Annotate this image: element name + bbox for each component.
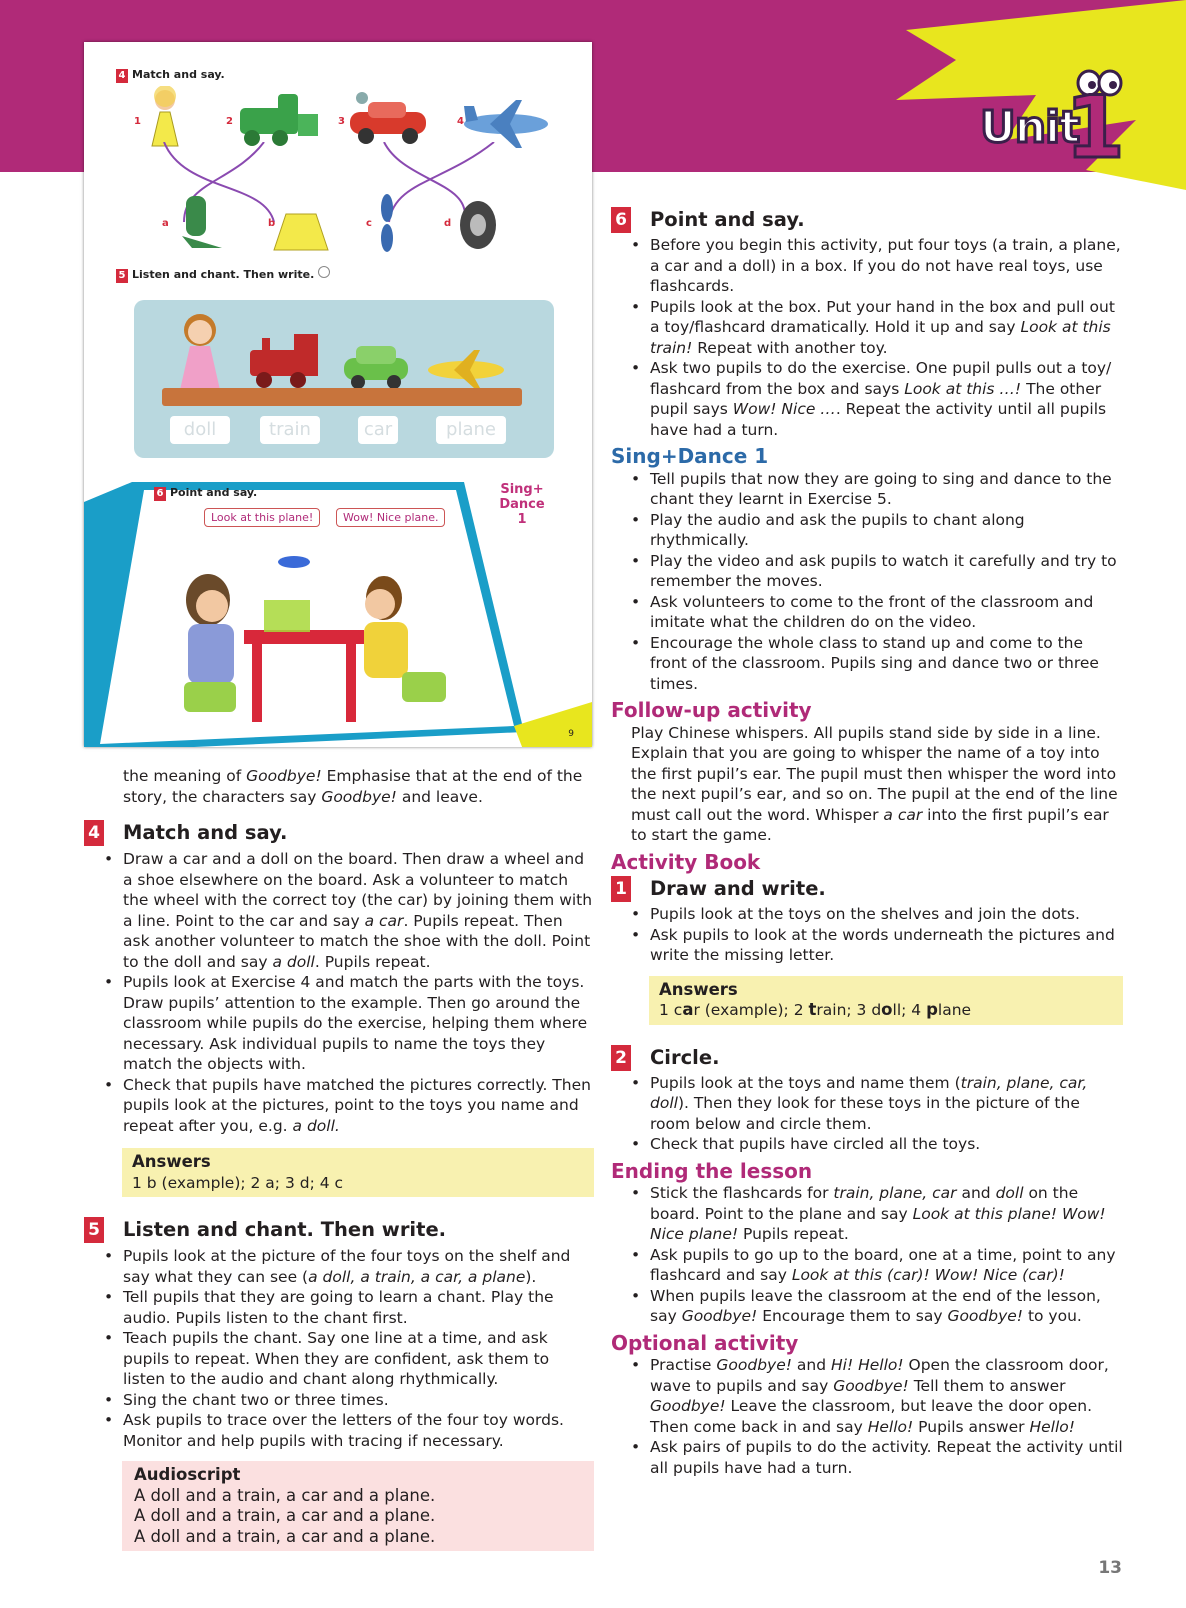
audioscript-line: A doll and a train, a car and a plane. [134,1526,436,1546]
ending-list [631,1183,1123,1327]
list-item: • Stick the flashcards for train, plane, car and doll on the board. Point to the plane and say Look at this plane! Wow! Nice plane! Pupils repeat. [631,1183,1123,1245]
list-item: • Encourage the whole class to stand up and come to the front of the classroom. Pupils sing and dance two or three times. [631,633,1123,695]
list-item: • Tell pupils that now they are going to sing and dance to the chant they learnt in Exercise 5. [631,469,1123,510]
list-item: • Before you begin this activity, put four toys (a train, a plane, a car and a doll) in a box. If you do not have real toys, use flashcards. [631,235,1123,297]
section-5-title: Listen and chant. Then write. [123,1218,447,1241]
intro-text: the meaning of Goodbye! Emphasise that at the end of the story, the characters say Goodbye! and leave. [123,767,583,806]
sb-num-4: 4 [457,116,464,127]
list-item: • Check that pupils have matched the pictures correctly. Then pupils look at the pictures, point to the toys you name and repeat after you, e.g. a doll. [104,1075,594,1137]
ab-1-answers [649,976,1123,1025]
sb-ex6-heading: 6 Point and say. [154,486,257,501]
ab-2-number: 2 [611,1045,631,1071]
ab-1-number: 1 [611,876,631,902]
list-item: • Teach pupils the chant. Say one line at a time, and ask pupils to repeat. When they are confident, ask them to listen to the audio and chant along rhythmically. [104,1328,594,1390]
unit-label: Unit [980,102,1080,153]
answers-text: 1 b (example); 2 a; 3 d; 4 c [132,1173,344,1192]
shelf-plank [162,388,522,406]
activity-book-heading: Activity Book [611,849,761,874]
audio-icon [318,266,330,278]
list-item: • Practise Goodbye! and Hi! Hello! Open the classroom door, wave to pupils and say Goodbye! Tell them to answer Goodbye! Leave the classroom, but leave the door open. Then come back in and say Hello! Pupils answer Hello! [631,1355,1123,1437]
doll-legs-icon [172,192,232,252]
list-item: • Ask two pupils to do the exercise. One pupil pulls out a toy/ flashcard from the box and says Look at this …! The other pupil says Wow! Nice …. Repeat the activity until all pupils have had a turn. [631,358,1123,440]
trace-word-doll: doll [170,416,230,444]
answers-title: Answers [659,979,738,999]
section-6-number: 6 [611,207,631,233]
sb-letter-d: d [444,218,452,229]
section-4-answers [122,1148,594,1197]
audioscript-line: A doll and a train, a car and a plane. [134,1485,436,1505]
right-column [611,207,1123,1478]
train-icon [234,90,322,148]
bubble-look-plane: Look at this plane! [204,508,320,527]
unit-number: 1 [1065,78,1125,178]
list-item: • Ask pupils to go up to the board, one at a time, point to any flashcard and say Look at this (car)! Wow! Nice (car)! [631,1245,1123,1286]
sing-dance-list [631,469,1123,695]
optional-list [631,1355,1123,1478]
list-item: • Tell pupils that they are going to learn a chant. Play the audio. Pupils listen to the chant first. [104,1287,594,1328]
list-item: • Ask pupils to trace over the letters of the four toy words. Monitor and help pupils with tracing if necessary. [104,1410,594,1451]
answers-title: Answers [132,1152,211,1171]
audioscript-box [122,1461,594,1551]
ending-heading: Ending the lesson [611,1158,813,1183]
section-6 [611,207,1123,440]
section-6-title: Point and say. [650,208,805,231]
propeller-icon [374,194,400,252]
sb-letter-b: b [268,218,276,229]
list-item: • Draw a car and a doll on the board. Then draw a wheel and a shoe elsewhere on the board. Ask a volunteer to match the wheel with the correct toy (the car) by joining them with a line. Point to the car and say a car. Pupils repeat. Then ask another volunteer to match the shoe with the doll. Point to the doll and say a doll. Pupils repeat. [104,849,594,972]
sb-num-3: 3 [338,116,345,127]
section-5-list [104,1246,594,1451]
sb-num-1: 1 [134,116,141,127]
sing-logo-line1: Sing+ [500,482,544,497]
wheel-icon [456,198,500,252]
trace-word-plane: plane [436,416,506,444]
list-item: • Pupils look at the toys on the shelves and join the dots. [631,904,1123,925]
sb-page-number: 9 [568,729,574,739]
bubble-wow-plane: Wow! Nice plane. [336,508,445,527]
list-item: • When pupils leave the classroom at the end of the lesson, say Goodbye! Encourage them to say Goodbye! to you. [631,1286,1123,1327]
sing-logo-number: 1 [517,512,527,527]
section-4-number: 4 [84,820,104,846]
ab-2-title: Circle. [650,1045,720,1069]
section-5 [84,1217,594,1551]
sb-num-2: 2 [226,116,233,127]
page-number: 13 [1098,1558,1122,1578]
list-item: • Pupils look at the toys and name them (train, plane, car, doll). Then they look for these toys in the picture of the room below and circle them. [631,1073,1123,1135]
follow-up-heading: Follow-up activity [611,698,812,722]
ab-section-2 [611,1045,1123,1155]
sing-dance-heading: Sing+Dance 1 [611,444,769,468]
list-item: • Ask volunteers to come to the front of the classroom and imitate what the children do on the video. [631,592,1123,633]
shelf-doll-icon [170,312,230,392]
trace-word-train: train [260,416,320,444]
trace-word-car: car [358,416,398,444]
answers-text: 1 car (example); 2 train; 3 doll; 4 plane [659,1000,972,1019]
list-item: • Play the video and ask pupils to watch it carefully and try to remember the moves. [631,551,1123,592]
section-6-list [631,235,1123,440]
ab-1-list [631,904,1123,966]
follow-up-text: Play Chinese whispers. All pupils stand side by side in a line. Explain that you are going to whisper the name of a toy into the first pupil’s ear. The pupil must then whisper the word into the next pupil’s ear, and so on. The pupil at the end of the line must call out the word. Whisper a car into the first pupil’s ear to start the game. [631,723,1118,844]
dress-icon [270,210,332,252]
section-4-list [104,849,594,1136]
shelf-plane-icon [424,348,508,390]
list-item: • Pupils look at Exercise 4 and match the parts with the toys. Draw pupils’ attention to the example. Then go around the classroom while pupils do the exercise, helping them where necessary. Ask individual pupils to name the toys they match the objects with. [104,972,594,1075]
section-4 [84,820,594,1197]
sb-ex5-heading: 5 Listen and chant. Then write. [116,266,330,283]
sb-ex4-heading: 4 Match and say. [116,68,225,83]
shelf-picture [134,300,554,458]
ab-section-1 [611,876,1123,1025]
sing-logo-line2: Dance [499,497,545,512]
audioscript-line: A doll and a train, a car and a plane. [134,1506,436,1525]
unit-flash-shape [886,0,1186,200]
sb-letter-a: a [162,218,169,229]
car-icon [346,90,430,148]
list-item: • Check that pupils have circled all the toys. [631,1134,1123,1155]
section-5-number: 5 [84,1217,104,1243]
list-item: • Pupils look at the picture of the four toys on the shelf and say what they can see (a doll, a train, a car, a plane). [104,1246,594,1287]
audioscript-title: Audioscript [134,1465,241,1484]
left-column [84,766,594,1551]
sb-letter-c: c [366,218,372,229]
list-item: • Play the audio and ask the pupils to chant along rhythmically. [631,510,1123,551]
shelf-car-icon [340,342,420,390]
list-item: • Sing the chant two or three times. [104,1390,594,1411]
shelf-train-icon [246,330,338,390]
list-item: • Pupils look at the box. Put your hand in the box and pull out a toy/flashcard dramatically. Hold it up and say Look at this train! Repeat with another toy. [631,297,1123,359]
ab-1-title: Draw and write. [650,877,826,900]
list-item: • Ask pairs of pupils to do the activity. Repeat the activity until all pupils have had a turn. [631,1437,1123,1478]
section-4-title: Match and say. [123,821,288,844]
student-book-page [84,42,592,747]
optional-heading: Optional activity [611,1330,799,1355]
sing-dance-logo [490,482,554,552]
list-item: • Ask pupils to look at the words underneath the pictures and write the missing letter. [631,925,1123,966]
ab-2-list [631,1073,1123,1155]
